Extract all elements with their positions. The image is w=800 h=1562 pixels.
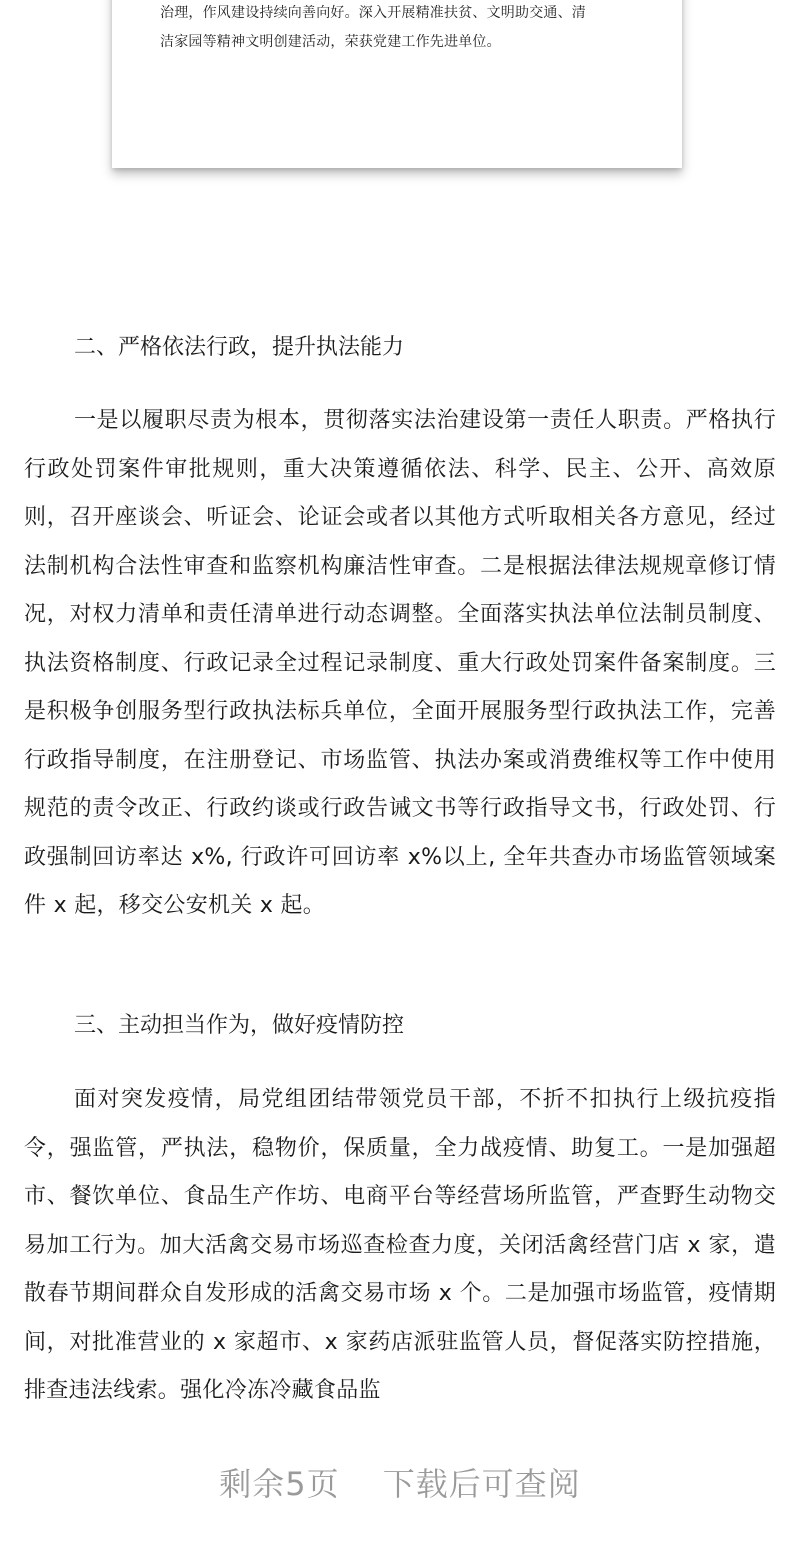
section-2-heading: 二、严格依法行政，提升执法能力	[74, 335, 405, 360]
download-prompt[interactable]	[0, 1462, 800, 1506]
section-3-heading: 三、主动担当作为，做好疫情防控	[74, 1013, 405, 1038]
section-3-paragraph: 面对突发疫情，局党组团结带领党员干部，不折不扣执行上级抗疫指令，强监管，严执法，稳物价，保质量，全力战疫情、助复工。一是加强超市、餐饮单位、食品生产作坊、电商平台等经营场所监管，严查野生动物交易加工行为。加大活禽交易市场巡查检查力度，关闭活禽经营门店 x 家，遣散春节期间群众自发形成的活禽交易市场 x 个。二是加强市场监管，疫情期间，对批准营业的 x 家超市、x 家药店派驻监管人员，督促落实防控措施，排查违法线索。强化冷冻冷藏食品监	[24, 1087, 776, 1403]
card-line-2: 治理，作风建设持续向善向好。深入开展精准扶贫、文明助交通、清	[160, 5, 586, 21]
summary-card	[112, 0, 682, 168]
download-hint-label: 下载后可查阅	[382, 1465, 581, 1503]
card-line-3: 洁家园等精神文明创建活动，荣获党建工作先进单位。	[160, 34, 501, 50]
remaining-pages-label: 剩余5页	[219, 1465, 340, 1503]
section-2-paragraph: 一是以履职尽责为根本，贯彻落实法治建设第一责任人职责。严格执行行政处罚案件审批规则，重大决策遵循依法、科学、民主、公开、高效原则，召开座谈会、听证会、论证会或者以其他方式听取相关各方意见，经过法制机构合法性审查和监察机构廉洁性审查。二是根据法律法规规章修订情况，对权力清单和责任清单进行动态调整。全面落实执法单位法制员制度、执法资格制度、行政记录全过程记录制度、重大行政处罚案件备案制度。三是积极争创服务型行政执法标兵单位，全面开展服务型行政执法工作，完善行政指导制度，在注册登记、市场监管、执法办案或消费维权等工作中使用规范的责令改正、行政约谈或行政告诫文书等行政指导文书，行政处罚、行政强制回访率达 x%, 行政许可回访率 x%以上, 全年共查办市场监管领域案件 x 起，移交公安机关 x 起。	[24, 408, 776, 918]
